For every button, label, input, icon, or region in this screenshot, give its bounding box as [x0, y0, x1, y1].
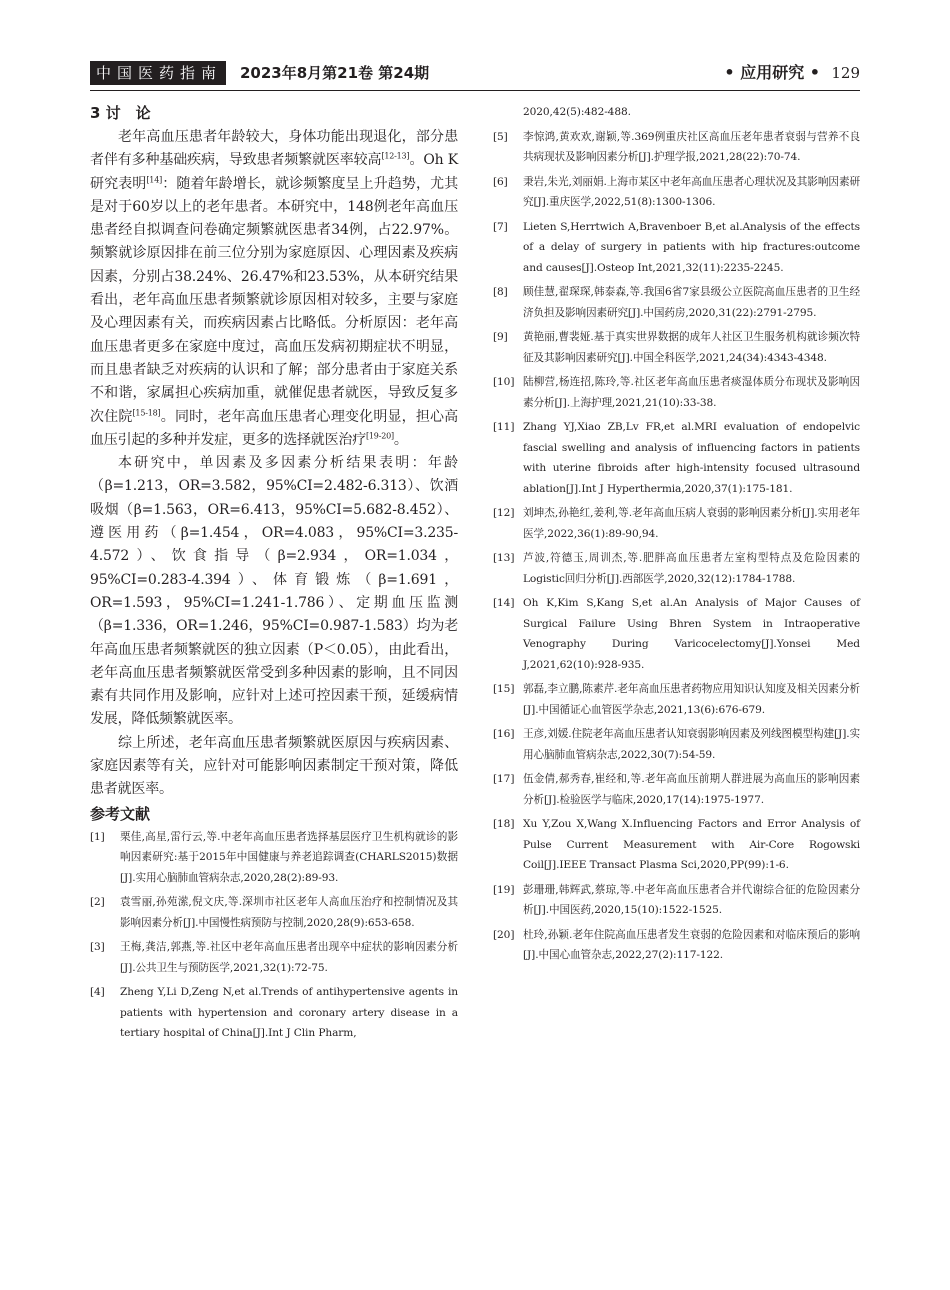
- discussion-heading: 3 讨 论: [90, 104, 151, 122]
- reference-item: [493, 925, 860, 966]
- reference-number: [18]: [493, 818, 515, 830]
- reference-item: [493, 327, 860, 368]
- reference-number: [17]: [493, 773, 515, 785]
- discussion-paragraph-3: 综上所述，老年高血压患者频繁就医原因与疾病因素、家庭因素等有关，应针对可能影响因素制定干预对策，降低患者就医率。: [90, 734, 458, 798]
- reference-item: [493, 593, 860, 675]
- reference-text: 王彦,刘媛.住院老年高血压患者认知衰弱影响因素及列线图模型构建[J].实用心脑肺血管病杂志,2022,30(7):54-59.: [523, 728, 860, 761]
- reference-item: [493, 769, 860, 810]
- reference-text: Xu Y,Zou X,Wang X.Influencing Factors and Error Analysis of Pulse Current Measurement with Air-Core Rogowski Coil[J].IEEE Transact Plasma Sci,2020,PP(99):1-6.: [523, 818, 860, 871]
- references-heading: 参考文献: [90, 804, 151, 823]
- reference-text: 黄艳丽,曹裴娅.基于真实世界数据的成年人社区卫生服务机构就诊频次特征及其影响因素研究[J].中国全科医学,2021,24(34):4343-4348.: [523, 331, 860, 364]
- reference-item: [493, 548, 860, 589]
- reference-item: [90, 982, 458, 1044]
- reference-list-left: [90, 827, 458, 1044]
- right-column: [493, 102, 860, 970]
- section-label: • 应用研究 •: [724, 63, 820, 82]
- issue-info: 2023年8月第21卷 第24期: [240, 64, 430, 82]
- reference-text: 郭磊,李立鹏,陈素芹.老年高血压患者药物应用知识认知度及相关因素分析[J].中国循证心血管医学杂志,2021,13(6):676-679.: [523, 683, 860, 716]
- reference-item: [493, 127, 860, 168]
- reference-item: [493, 217, 860, 279]
- reference-text: Zheng Y,Li D,Zeng N,et al.Trends of antihypertensive agents in patients with hypertension and coronary artery disease in a tertiary hospital of China[J].Int J Clin Pharm,: [120, 986, 458, 1040]
- reference-text: 芦波,符德玉,周训杰,等.肥胖高血压患者左室构型特点及危险因素的Logistic回归分析[J].西部医学,2020,32(12):1784-1788.: [523, 552, 860, 585]
- reference-number: [20]: [493, 928, 515, 941]
- reference-text: Zhang YJ,Xiao ZB,Lv FR,et al.MRI evaluation of endopelvic fascial swelling and analysis of influencing factors in patients with uterine fibroids after high-intensity focused ultrasound ablation[J].Int J Hyperthermia,2020,37(1):175-181.: [523, 421, 860, 495]
- reference-text: Oh K,Kim S,Kang S,et al.An Analysis of Major Causes of Surgical Failure Using Bhren System in Intraoperative Venography During Varicocelectomy[J].Yonsei Med J,2021,62(10):928-935.: [523, 597, 860, 671]
- reference-text: 伍金倩,郝秀春,崔经和,等.老年高血压前期人群进展为高血压的影响因素分析[J].检验医学与临床,2020,17(14):1975-1977.: [523, 773, 860, 806]
- reference-number: [19]: [493, 883, 515, 896]
- reference-text: 刘坤杰,孙艳红,姜利,等.老年高血压病人衰弱的影响因素分析[J].实用老年医学,2022,36(1):89-90,94.: [523, 507, 860, 540]
- reference-number: [3]: [90, 941, 105, 954]
- reference-text: 李惊鸿,黄欢欢,谢颖,等.369例重庆社区高血压老年患者衰弱与营养不良共病现状及影响因素分析[J].护理学报,2021,28(22):70-74.: [523, 130, 860, 163]
- reference-text: 陆柳营,杨连招,陈玲,等.社区老年高血压患者痰湿体质分布现状及影响因素分析[J].上海护理,2021,21(10):33-38.: [523, 376, 860, 409]
- page-header: [90, 61, 860, 87]
- reference-number: [7]: [493, 220, 508, 233]
- reference-number: [9]: [493, 331, 508, 343]
- reference-item: [90, 827, 458, 889]
- reference-text: 顾佳慧,翟琛琛,韩泰森,等.我国6省7家县级公立医院高血压患者的卫生经济负担及影响因素研究[J].中国药房,2020,31(22):2791-2795.: [523, 286, 860, 319]
- reference-number: [12]: [493, 507, 515, 519]
- reference-item: [493, 372, 860, 413]
- reference-list-right: [493, 127, 860, 966]
- reference-item: [90, 892, 458, 933]
- reference-text: 杜玲,孙颖.老年住院高血压患者发生衰弱的危险因素和对临床预后的影响[J].中国心血管杂志,2022,27(2):117-122.: [523, 928, 860, 961]
- reference-continuation: 2020,42(5):482-488.: [523, 106, 631, 118]
- reference-text: 王梅,龚洁,郭燕,等.社区中老年高血压患者出现卒中症状的影响因素分析[J].公共卫生与预防医学,2021,32(1):72-75.: [120, 941, 458, 974]
- reference-number: [13]: [493, 552, 515, 564]
- left-column: [90, 102, 458, 1048]
- reference-text: 栗佳,高星,雷行云,等.中老年高血压患者选择基层医疗卫生机构就诊的影响因素研究:基于2015年中国健康与养老追踪调查(CHARLS2015)数据[J].实用心脑肺血管病杂志,2020,28(2):89-93.: [120, 830, 458, 884]
- reference-number: [6]: [493, 175, 508, 188]
- reference-item: [493, 172, 860, 213]
- reference-text: Lieten S,Herrtwich A,Bravenboer B,et al.Analysis of the effects of a delay of surgery in patients with hip fractures:outcome and causes[J].Osteop Int,2021,32(11):2235-2245.: [523, 220, 860, 274]
- reference-item: [493, 417, 860, 499]
- reference-item: [493, 880, 860, 921]
- reference-text: 袁雪丽,孙苑潆,倪文庆,等.深圳市社区老年人高血压治疗和控制情况及其影响因素分析[J].中国慢性病预防与控制,2020,28(9):653-658.: [120, 896, 458, 929]
- reference-number: [4]: [90, 986, 105, 999]
- reference-item: [90, 937, 458, 978]
- reference-number: [1]: [90, 830, 105, 843]
- reference-item: [493, 814, 860, 876]
- reference-item: [493, 503, 860, 544]
- reference-number: [5]: [493, 130, 508, 143]
- reference-number: [16]: [493, 728, 515, 740]
- reference-item: [493, 282, 860, 323]
- header-divider: [90, 90, 860, 91]
- reference-item: [493, 679, 860, 720]
- discussion-paragraph-1: 老年高血压患者年龄较大，身体功能出现退化，部分患者伴有多种基础疾病，导致患者频繁就医率较高[12-13]。Oh K研究表明[14]：随着年龄增长，就诊频繁度呈上升趋势，尤其是对于60岁以上的老年患者。本研究中，148例老年高血压患者经自拟调查问卷确定频繁就医患者34例，占22.97%。频繁就诊原因排在前三位分别为家庭原因、心理因素及疾病因素，分别占38.24%、26.47%和23.53%，从本研究结果看出，老年高血压患者频繁就诊原因相对较多，主要与家庭及心理因素有关，而疾病因素占比略低。分析原因：老年高血压患者更多在家庭中度过，高血压发病初期症状不明显，而且患者缺乏对疾病的认识和了解；部分患者由于家庭关系不和谐，家属担心疾病加重，就催促患者就医，导致反复多次住院[15-18]。同时，老年高血压患者心理变化明显，担心高血压引起的多种并发症，更多的选择就医治疗[19-20]。: [90, 129, 458, 448]
- reference-number: [15]: [493, 683, 515, 695]
- reference-text: 秉岩,朱光,刘丽娟.上海市某区中老年高血压患者心理状况及其影响因素研究[J].重庆医学,2022,51(8):1300-1306.: [523, 175, 860, 208]
- page-number: 129: [831, 64, 860, 82]
- reference-number: [10]: [493, 376, 515, 388]
- discussion-paragraph-2: 本研究中，单因素及多因素分析结果表明：年龄（β=1.213，OR=3.582，95%CI=2.482-6.313）、饮酒吸烟（β=1.563，OR=6.413，95%CI=5.682-8.452）、遵医用药（β=1.454，OR=4.083，95%CI=3.235-4.572）、饮食指导（β=2.934，OR=1.034，95%CI=0.283-4.394）、体育锻炼（β=1.691，OR=1.593，95%CI=1.241-1.786）、定期血压监测（β=1.336，OR=1.246，95%CI=0.987-1.583）均为老年高血压患者频繁就医的独立因素（P＜0.05），由此看出，老年高血压患者频繁就医常受到多种因素的影响，且不同因素有共同作用及影响，应针对上述可控因素干预，延缓病情发展，降低频繁就医率。: [90, 455, 458, 728]
- reference-item: [493, 724, 860, 765]
- journal-title: 中国医药指南: [90, 61, 226, 85]
- reference-number: [8]: [493, 286, 508, 298]
- reference-number: [2]: [90, 896, 105, 909]
- reference-number: [14]: [493, 597, 515, 609]
- reference-number: [11]: [493, 421, 515, 433]
- reference-text: 彭珊珊,韩辉武,蔡琼,等.中老年高血压患者合并代谢综合征的危险因素分析[J].中国医药,2020,15(10):1522-1525.: [523, 883, 860, 916]
